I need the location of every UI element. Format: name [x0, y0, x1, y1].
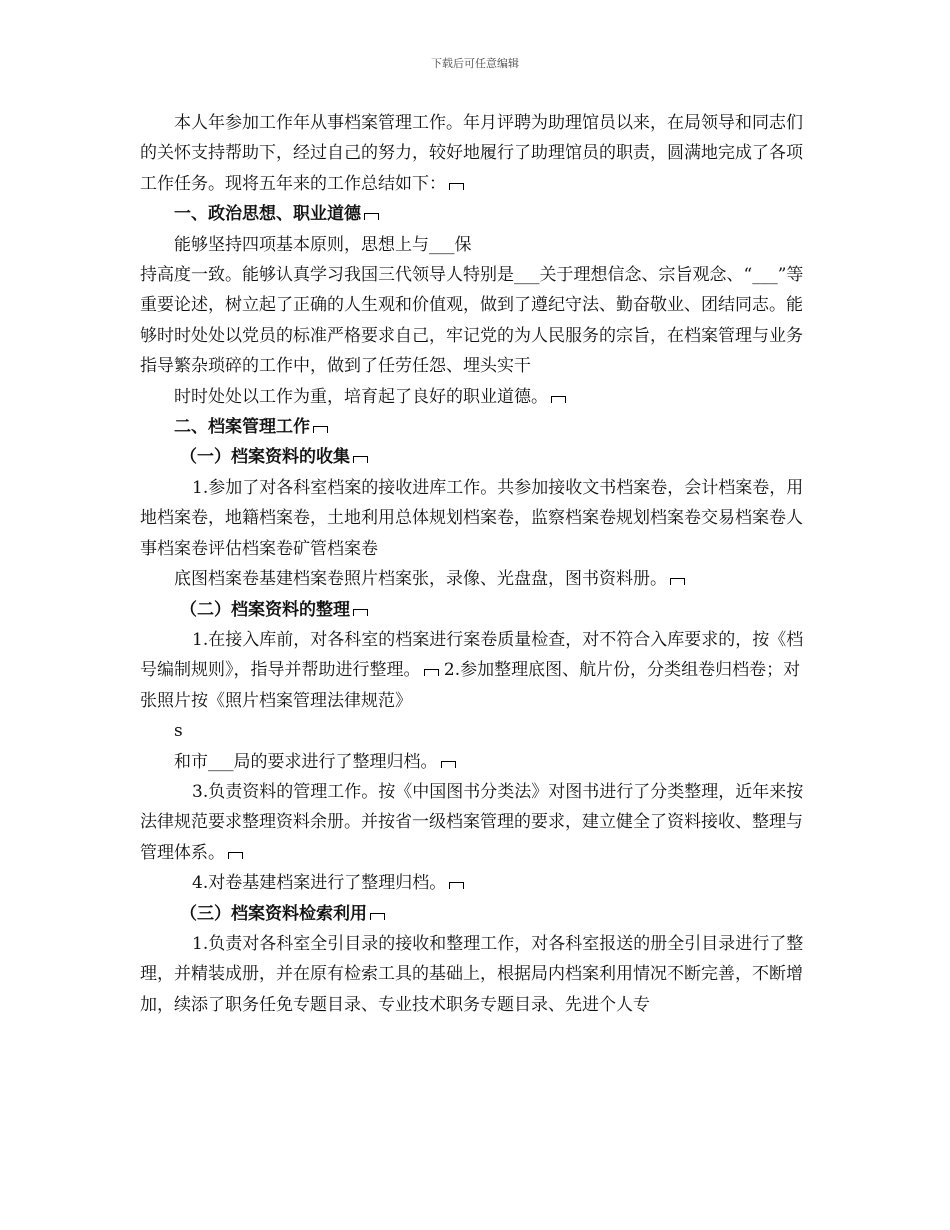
document-body: [140, 108, 812, 1020]
intro-text: 本人年参加工作年从事档案管理工作。年月评聘为助理馆员以来，在局领导和同志们的关怀支持帮助下，经过自己的努力，较好地履行了助理馆员的职责，圆满地完成了各项工作任务。现将五年来的工作总结如下：: [140, 113, 803, 194]
paragraph-mark-icon: [370, 913, 385, 920]
section-heading-1-text: 一、政治思想、职业道德: [174, 204, 361, 225]
paragraph: 1.参加了对各科室档案的接收进库工作。共参加接收文书档案卷，会计档案卷，用地档案卷，地籍档案卷，土地利用总体规划档案卷，监察档案卷规划档案卷交易档案卷人事档案卷评估档案卷矿管档案卷: [140, 477, 804, 559]
paragraph-text: 2.参加整理底图、航片份，分类组卷归档卷；对张照片按《照片档案管理法律规范》: [140, 660, 801, 711]
subsection-heading-3-text: （三）档案资料检索利用: [180, 903, 367, 924]
section-heading-2: [140, 412, 812, 442]
subsection-heading-2-text: （二）档案资料的整理: [180, 599, 350, 620]
paragraph: 能够坚持四项基本原则，思想上与___保: [174, 234, 472, 255]
paragraph-mark-icon: [313, 426, 328, 433]
subsection-heading-3: [140, 899, 812, 929]
paragraph-mark-icon: [353, 609, 368, 616]
paragraph: [140, 868, 812, 898]
paragraph-mark-icon: [441, 761, 456, 768]
paragraph: [140, 564, 812, 594]
paragraph: [140, 382, 812, 412]
subsection-heading-1: [140, 442, 812, 472]
intro-paragraph: [140, 108, 812, 199]
paragraph-text: 3.负责资料的管理工作。按《中国图书分类法》对图书进行了分类整理，近年来按法律规范要求整理资料余册。并按省一级档案管理的要求，建立健全了资料接收、整理与管理体系。: [140, 781, 804, 863]
paragraph: [140, 747, 812, 777]
paragraph-mark-icon: [449, 183, 464, 190]
paragraph-text: 时时处处以工作为重，培育起了良好的职业道德。: [174, 386, 548, 407]
paragraph-mark-icon: [551, 396, 566, 403]
paragraph-text: 和市___局的要求进行了整理归档。: [174, 751, 438, 772]
paragraph-text: 1.在接入库前，对各科室的档案进行案卷质量检查，对不符合入库要求的，按《档号编制规则》，指导并帮助进行整理。: [140, 629, 804, 681]
paragraph-text: 底图档案卷基建档案卷照片档案张，录像、光盘盘，图书资料册。: [174, 569, 667, 590]
paragraph-mark-icon: [228, 852, 243, 859]
paragraph-mark-icon: [424, 669, 439, 676]
paragraph: 持高度一致。能够认真学习我国三代领导人特别是___关于理想信念、宗旨观念、“___”等重要论述，树立起了正确的人生观和价值观，做到了遵纪守法、勤奋敬业、团结同志。能够时时处处以党员的标准严格要求自己，牢记党的为人民服务的宗旨，在档案管理与业务指导繁杂琐碎的工作中，做到了任劳任怨、埋头实干: [140, 265, 804, 377]
paragraph: 1.负责对各科室全引目录的接收和整理工作，对各科室报送的册全引目录进行了整理，并精装成册，并在原有检索工具的基础上，根据局内档案利用情况不断完善，不断增加，续添了职务任免专题目录、专业技术职务专题目录、先进个人专: [140, 933, 804, 1015]
paragraph-mark-icon: [670, 578, 685, 585]
subsection-heading-1-text: （一）档案资料的收集: [180, 447, 350, 468]
paragraph-mark-icon: [353, 456, 368, 463]
paragraph: [140, 777, 812, 868]
section-heading-1: [140, 199, 812, 229]
paragraph-text: 4.对卷基建档案进行了整理归档。: [192, 873, 447, 894]
paragraph-mark-icon: [364, 213, 379, 220]
paragraph: s: [174, 721, 183, 742]
subsection-heading-2: [140, 595, 812, 625]
section-heading-2-text: 二、档案管理工作: [174, 417, 310, 438]
paragraph: [140, 625, 812, 716]
paragraph-mark-icon: [449, 882, 464, 889]
page-header: 下载后可任意编辑: [431, 57, 519, 70]
